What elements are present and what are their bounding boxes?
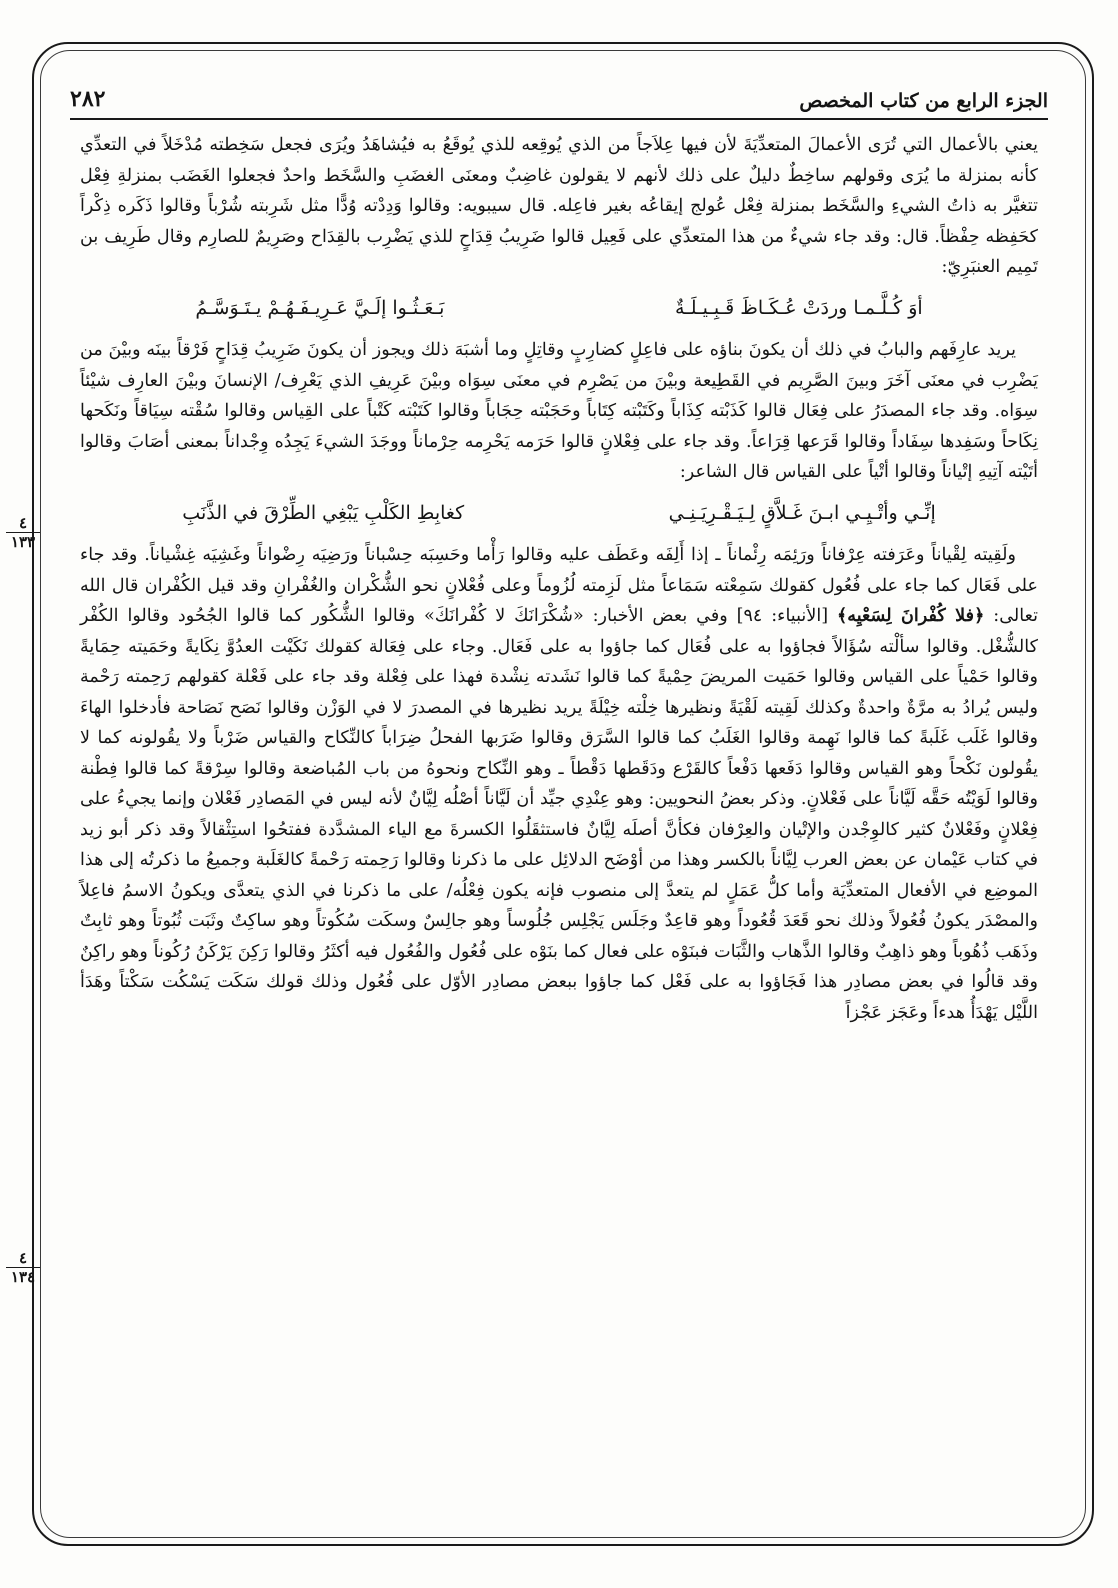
paragraph-3-part-a: ولَقِيته لِقْياناً وعَرَفته عِرْفاناً ورَئِمَه رِئْماناً ـ إذا أَلِفَه وعَطَف عليه وقالوا رَأْما وحَسِبَه حِسْباناً ورَضِيَه رِضْواناً وغَشِيَه غِشْياناً. وقد جاء على فَعَال كما جاء على فُعُول كقولك سَمِعْته سَمَاعاً مثل لَزِمته لُزُوماً وعلى فُعْلانٍ نحو الشُّكْران والغُفْرانِ وقد قيل الكُفْران قال الله تعالى: (80, 545, 1038, 626)
margin-reference-2 (6, 1250, 40, 1285)
verse-2-hemistich-a: إنِّـي وأتْـيِـي ابـنَ غَـلاَّقٍ لِـيَـقْـرِيَـنِـي (668, 501, 936, 524)
verse-1-hemistich-b: بَـعَـثُـوا إلَـيَّ عَـرِيـفَـهُـمْ يـتَـوَسَّـمُ (195, 296, 445, 319)
paragraph-1: يعني بالأعمال التي تُرَى الأعمالَ المتعدِّيَةَ لأن فيها عِلاَجاً من الذي يُوقِعه للذي يُوقَعُ به فيُشاهَدُ ويُرَى فجعل سَخِطته مُدْخَلاً في التعدِّي كأنه بمنزلة ما يُرَى وقولهم ساخِطٌ دليلٌ على ذلك لأنهم لا يقولون غاضِبٌ ومعنَى الغضَبِ والسَّخَط واحدٌ فجعلوا الغَضَب بمنزلةِ فِعْل تتغيَّر به ذاتُ الشيءِ والسَّخَط بمنزلة فِعْل عُولج إيقاعُه بغير فاعِله. قال سيبويه: وقالوا وَدِدْته وُدًّا مثل شَرِبته شُرْباً وقالوا ذَكَره ذِكْراً كحَفِظه حِفْظاً. قال: وقد جاء شيءٌ من هذا المتعدِّي على فَعِيل قالوا ضَرِيبُ قِدَاحٍ للذي يَضْرِب بالقِدَاح وصَرِيمٌ للصارِم وقال طَرِيف بن تَمِيم العنبَرِيّ: (80, 135, 1038, 277)
verse-1 (80, 293, 1038, 324)
margin-ref-page: ١٣٣ (10, 533, 36, 551)
margin-ref-volume: ٤ (6, 515, 40, 533)
paragraph-3-part-b: [الأنبياء: ٩٤] وفي بعض الأخبار: «شُكْرَانَكَ لا كُفْرانَكَ» وقالوا الشُّكُور كما قالوا الجُحُود وقالوا الكُفْر كالشُّغْل. وقالوا سألْته سُؤَالاً فجاؤوا به على فُعَال كما جاؤوا به على فَعَال. وجاء على فِعَالة كقولك نَكَيْت العدُوَّ نِكَايةً وحَمَيته حِمَايةً وقالوا حَمْياً على القياس وقالوا حَمَيت المريضَ حِمْيةً كما قالوا نَشَدته نِشْدة فهذا على فِعْلة وقد جاء على فَعْلة كقولهم رَحِمته رَحْمة وليس يُرادُ به مرَّةٌ واحدةٌ وكذلك لَقِيته لَقْيَةً ونظيرها خِلْته خِيْلَةً يريد نظيرها في المصدرَ لا في الوَزْن وقالوا نَصَح نَصَاحة فأدخلوا الهاءَ وقالوا غَلَب غَلَبةً كما قالوا نَهِمة وقالوا الغَلَبُ كما قالوا السَّرَق وقالوا ضَرَبها الفحلُ ضِرَاباً كالنِّكاح والقياس ضَرْباً ولا يقُولونه كما لا يقُولون نَكْحاً وهو القياس وقالوا دَفَعها دَفْعاً كالقَرْع ودَقَطها دَقْطاً ـ وهو النِّكاح ونحوهُ من باب المُباضعة وقالوا سِرْقةً كما قالوا فِطْنة وقالوا لَوَيْتُه حَقَّه لَيَّاناً على فَعْلانٍ. وذكر بعضُ النحويين: وهو عِنْدِي جيِّد أن لَيَّاناً أصْلُه لِيَّانٌ لأنه ليس في المَصادِر فَعْلان وإنما يجيءُ على فِعْلانٍ وفَعْلانٌ كثير كالوِجْدن والإتْيان والعِرْفان فكأنَّ أصلَه لِيَّانٌ فاستثقَلُوا الكسرةَ مع الياء المشدَّدة ففتحُوا استِثْقالاً وقد ذكر أبو زيد في كتاب عَيْمان عن بعض العرب لِيَّاناً بالكسر وهذا من أوْضَح الدلائِل على ما ذكرنا وقالوا رَحِمته رَحْمةً كالغَلَبة وجميعُ ما ذكرتُه إلى هذا الموضِع في الأفعال المتعدِّيَة وأما كلُّ عَمَلٍ لم يتعدَّ إلى منصوب فإنه يكون فِعْلُه/ على ما ذكرنا في الذي يتعدَّى ويكونُ الاسمُ فاعِلاً والمصْدَر يكونُ فُعُولاً وذلك نحو قَعَدَ قُعُوداً وهو قاعِدٌ وجَلَس يَجْلِس جُلُوساً وهو جالِسٌ وسكَت سُكُوتاً وهو ساكِتٌ وثَبَت ثُبُوتاً وهو ثابِتٌ وذَهَب ذُهُوباً وهو ذاهِبٌ وقالوا الذَّهاب والثَّبَات فبنَوْه على فعال كما بنَوْه على فُعُول والفُعُول فيه أكثَرُ وقالوا رَكِنَ يَرْكَنُ رُكُوناً وهو راكِنٌ وقد قالُوا في بعض مصادِر هذا فَجَاؤوا به على فَعْل كما جاؤوا ببعض مصادِر الأوّل على فُعُول وذلك قولك سَكَت يَسْكُت سَكْتاً وهَدَأ اللَّيْل يَهْدَأُ هدءاً وعَجَز عَجْزاً (80, 606, 1039, 1023)
verse-2 (80, 498, 1038, 529)
quran-quote: ﴿فلا كُفْرانَ لِسَعْيِه﴾ (836, 605, 985, 626)
running-title: الجزء الرابع من كتاب المخصص (799, 90, 1048, 112)
page-body (80, 130, 1038, 1508)
margin-reference-1 (6, 515, 40, 550)
margin-ref-page: ١٣٤ (10, 1268, 36, 1286)
margin-ref-volume: ٤ (6, 1250, 40, 1268)
verse-2-hemistich-b: كغابِطِ الكَلْبِ يَبْغِي الطِّرْقَ في الذَّنَبِ (182, 501, 465, 524)
page-number: ٢٨٢ (70, 86, 106, 112)
paragraph-2: يريد عارِفَهم والبابُ في ذلك أن يكونَ بناؤه على فاعِلٍ كضارِبٍ وقاتِلٍ وما أشبَهَ ذلك ويجوز أن يكونَ ضَرِيبُ قِدَاحٍ فَرْقاً بينَه وبيْنَ من يَضْرِب في معنَى آخَرَ وبينَ الصَّرِيم في القَطِيعة وبيْنَ من يَصْرِم في معنَى سِوَاه وبيْنَ عَرِيفِ الذي يَعْرِف/ الإنسانَ وبيْنَ العارِف شيْئاً سِوَاه. وقد جاء المصدَرُ على فِعَال قالوا كَذَبْته كِذَاباً وكَتَبْته كِتَاباً وحَجَبْته حِجَاباً وقالوا كَتَبْته كَتْباً على القِياس وقالوا سُقْته سِيَاقاً ونَكَحها نِكَاحاً وسَفِدها سِفَاداً وقالوا قَرَعها قِرَاعاً. وقد جاء على فِعْلانٍ قالوا حَرَمه يَحْرِمه حِرْماناً ووجَدَ الشيءَ يَجِدُه وِجْداناً بمعنى أصَابَ وقالوا أتَيْته آتِيهِ إتْياناً وقالوا أتْياً على القياس قال الشاعر: (80, 340, 1039, 482)
paragraph-3 (80, 540, 1038, 1028)
verse-1-hemistich-a: أوَ كُـلَّـمـا وردَتْ عُـكَـاظَ قَـبِـيـلَـةٌ (674, 296, 923, 319)
running-header (70, 72, 1048, 120)
